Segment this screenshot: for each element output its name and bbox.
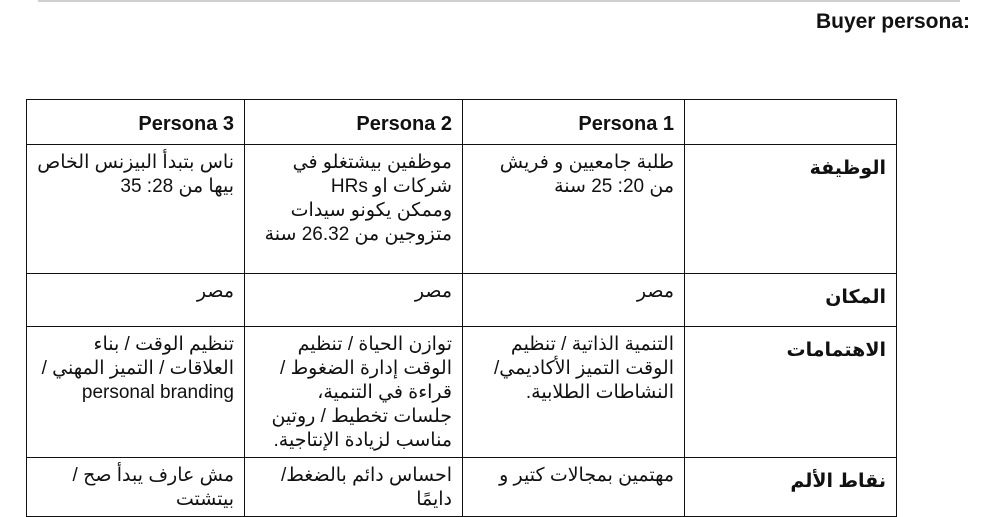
cell-pain-persona-1: مهتمين بمجالات كتير و: [463, 458, 685, 517]
cell-place-persona-3: مصر: [27, 274, 245, 327]
table-row: [27, 274, 897, 327]
cell-place-persona-2: مصر: [245, 274, 463, 327]
cell-interests-persona-1: التنمية الذاتية / تنظيم الوقت التميز الأكاديمي/ النشاطات الطلابية.: [463, 327, 685, 458]
table-header-row: [27, 100, 897, 145]
cell-job-persona-3: ناس بتبدأ البيزنس الخاص بيها من 28: 35: [27, 145, 245, 274]
table-row: [27, 458, 897, 517]
cell-job-persona-2: موظفين بيشتغلو في شركات او HRs وممكن يكونو سيدات متزوجين من 26.32 سنة: [245, 145, 463, 274]
top-divider: [38, 0, 960, 2]
row-label-job: الوظيفة: [685, 145, 897, 274]
header-cell-empty: [685, 100, 897, 145]
header-cell-persona-3: Persona 3: [27, 100, 245, 145]
buyer-persona-table: [26, 99, 897, 517]
cell-interests-persona-2: توازن الحياة / تنظيم الوقت إدارة الضغوط / قراءة في التنمية، جلسات تخطيط / روتين مناسب لزيادة الإنتاجية.: [245, 327, 463, 458]
cell-place-persona-1: مصر: [463, 274, 685, 327]
header-cell-persona-2: Persona 2: [245, 100, 463, 145]
page-title: Buyer persona:: [815, 10, 970, 33]
row-label-interests: الاهتمامات: [685, 327, 897, 458]
table-row: [27, 327, 897, 458]
header-cell-persona-1: Persona 1: [463, 100, 685, 145]
cell-job-persona-1: طلبة جامعيين و فريش من 20: 25 سنة: [463, 145, 685, 274]
table-row: [27, 145, 897, 274]
cell-pain-persona-3: مش عارف يبدأ صح / بيتشتت: [27, 458, 245, 517]
row-label-pain-points: نقاط الألم: [685, 458, 897, 517]
cell-interests-persona-3: تنظيم الوقت / بناء العلاقات / التميز المهني / personal branding: [27, 327, 245, 458]
row-label-place: المكان: [685, 274, 897, 327]
cell-pain-persona-2: احساس دائم بالضغط/ دايمًا: [245, 458, 463, 517]
